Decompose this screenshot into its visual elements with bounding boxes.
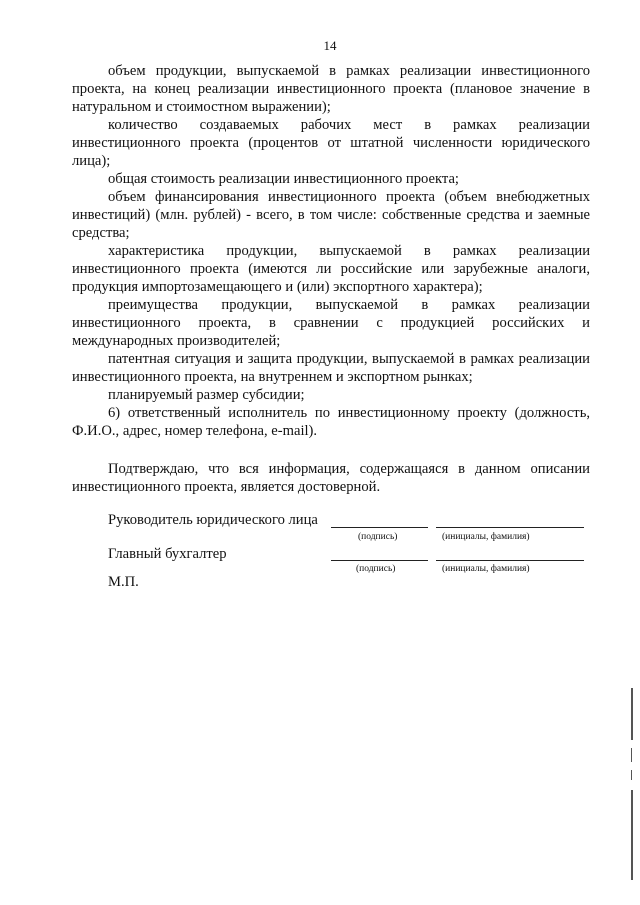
stamp-placeholder: М.П. <box>108 574 139 590</box>
head-name-line <box>436 527 584 528</box>
paragraph-product-volume: объем продукции, выпускаемой в рамках реализации инвестиционного проекта, на конец реализации инвестиционного проекта (плановое значение в натуральном и стоимостном выражении); <box>72 63 590 115</box>
document-body <box>72 62 590 440</box>
scan-margin-mark <box>631 790 633 880</box>
head-label: Руководитель юридического лица <box>108 512 318 528</box>
paragraph-total-cost: общая стоимость реализации инвестиционного проекта; <box>108 171 459 187</box>
paragraph-advantages: преимущества продукции, выпускаемой в рамках реализации инвестиционного проекта, в сравнении с продукцией российских и международных производителей; <box>72 297 590 349</box>
scan-margin-mark <box>631 770 632 780</box>
head-signature-hint: (подпись) <box>358 532 398 542</box>
paragraph-patent: патентная ситуация и защита продукции, выпускаемой в рамках реализации инвестиционного проекта, на внутреннем и экспортном рынках; <box>72 351 590 385</box>
accountant-name-hint: (инициалы, фамилия) <box>442 564 530 574</box>
paragraph-responsible: 6) ответственный исполнитель по инвестиционному проекту (должность, Ф.И.О., адрес, номер телефона, e-mail). <box>72 405 590 439</box>
accountant-signature-line <box>331 560 428 561</box>
head-signature-line <box>331 527 428 528</box>
confirmation-statement <box>72 460 590 496</box>
scan-margin-mark <box>631 748 632 762</box>
head-name-hint: (инициалы, фамилия) <box>442 532 530 542</box>
paragraph-jobs: количество создаваемых рабочих мест в рамках реализации инвестиционного проекта (процентов от штатной численности юридического лица); <box>72 117 590 169</box>
page-number: 14 <box>323 38 337 53</box>
confirmation-text: Подтверждаю, что вся информация, содержащаяся в данном описании инвестиционного проекта, является достоверной. <box>72 461 590 495</box>
accountant-signature-hint: (подпись) <box>356 564 396 574</box>
scan-margin-mark <box>631 688 633 740</box>
accountant-label: Главный бухгалтер <box>108 546 227 562</box>
paragraph-product-characteristics: характеристика продукции, выпускаемой в рамках реализации инвестиционного проекта (имеются ли российские или зарубежные аналоги, продукция импортозамещающего и (или) экспортного характера); <box>72 243 590 295</box>
accountant-name-line <box>436 560 584 561</box>
paragraph-subsidy: планируемый размер субсидии; <box>108 387 305 403</box>
paragraph-financing: объем финансирования инвестиционного проекта (объем внебюджетных инвестиций) (млн. рублей) - всего, в том числе: собственные средства и заемные средства; <box>72 189 590 241</box>
